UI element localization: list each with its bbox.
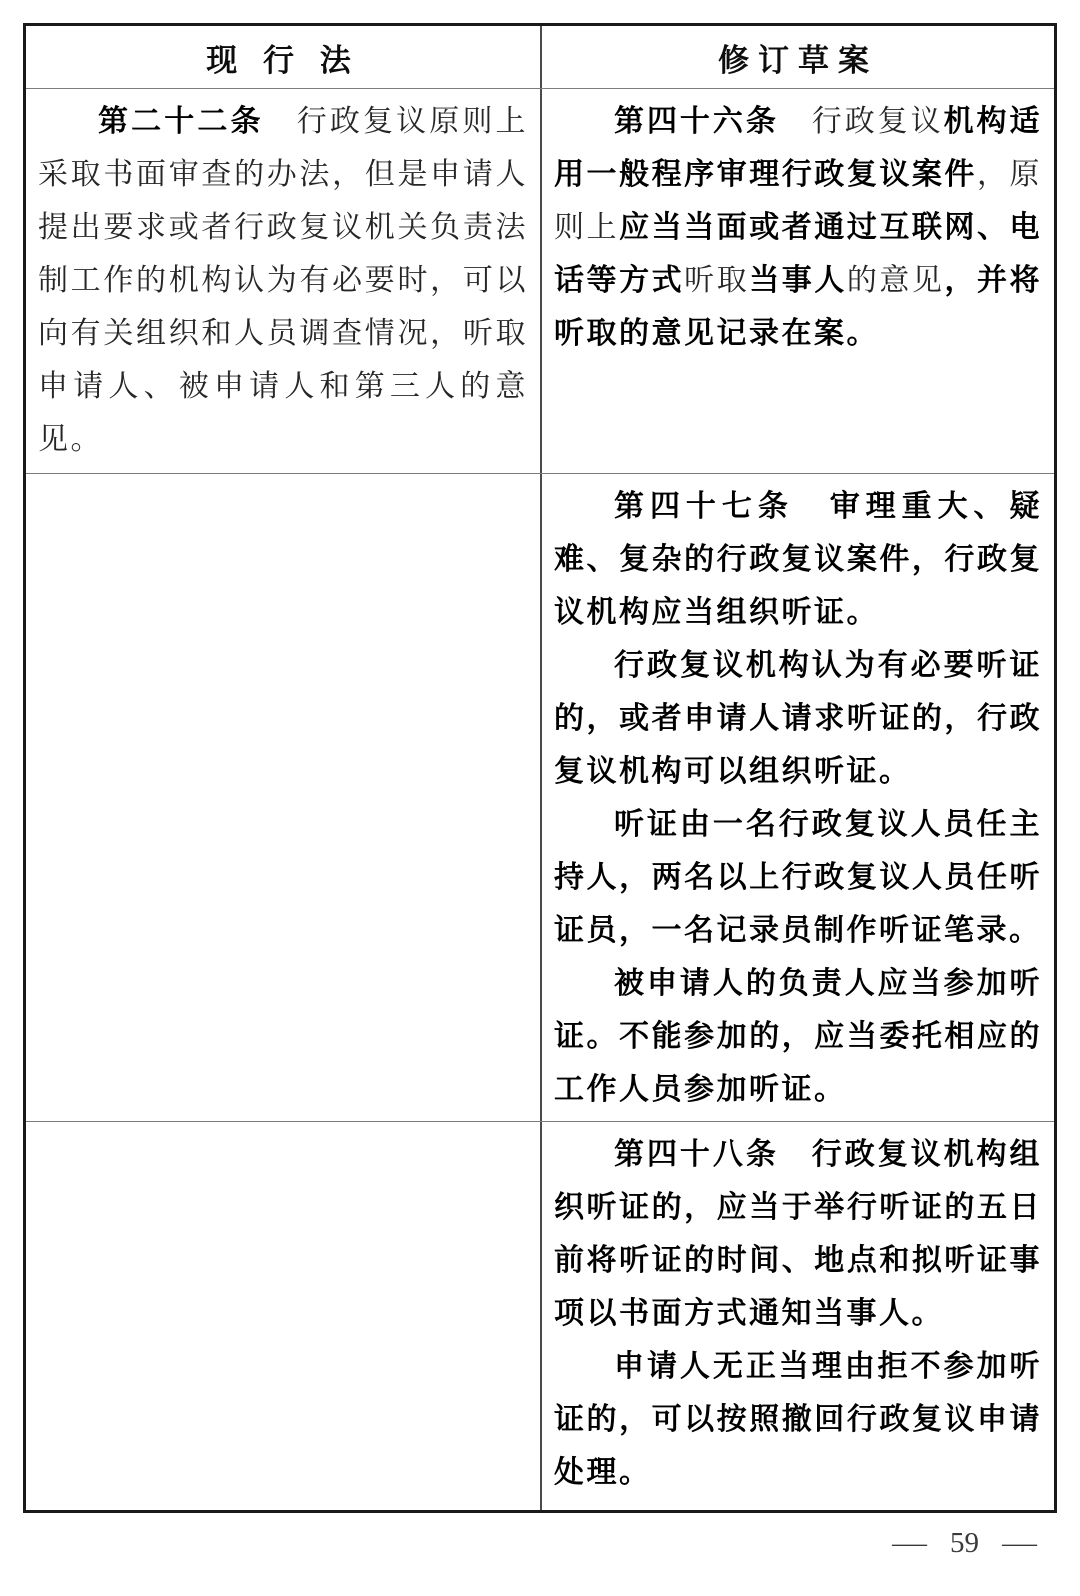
law-comparison-table [23, 23, 1057, 1513]
cell-draft-article-47 [540, 474, 1054, 1121]
paragraph [554, 798, 1042, 957]
paragraph [554, 639, 1042, 798]
paragraph [554, 1128, 1042, 1340]
amended-text: ，并将听取的意见记录在案。 [554, 264, 1043, 350]
amended-text: 第二十二条 [98, 105, 297, 138]
paragraph [554, 1340, 1042, 1499]
amended-text: 听证由一名行政复议人员任主持人，两名以上行政复议人员任听证员，一名记录员制作听证笔录。 [554, 808, 1042, 947]
footer-dash-left: — [892, 1527, 927, 1559]
footer-dash-right: — [1002, 1527, 1037, 1559]
page-number: 59 [950, 1527, 979, 1559]
amended-text: 第四十六条 [614, 105, 812, 138]
header-current-law: 现 行 法 [206, 42, 360, 78]
table-row [26, 1121, 1054, 1510]
amended-text: 应当当面或者通过互联网、电话等方式 [554, 211, 1043, 297]
unchanged-text: 行政复议原则上采取书面审查的办法，但是申请人提出要求或者行政复议机关负责法制工作的机构认为有必要时，可以向有关组织和人员调查情况，听取申请人、被申请人和第三人的意见。 [38, 105, 528, 456]
paragraph [554, 95, 1042, 360]
unchanged-text: 的意见 [846, 264, 945, 297]
unchanged-text: ，原则上 [554, 158, 1043, 244]
amended-text: 机构适用一般程序审理行政复议案件 [554, 105, 1043, 191]
header-revision-draft: 修订草案 [540, 26, 1054, 88]
amended-text: 行政复议机构认为有必要听证的，或者申请人请求听证的，行政复议机构可以组织听证。 [554, 649, 1042, 788]
table-row [26, 88, 1054, 473]
page-footer [892, 1527, 1037, 1560]
paragraph [554, 957, 1042, 1116]
table-header-row [26, 26, 1054, 88]
unchanged-text: 行政复议 [811, 105, 944, 138]
amended-text: 申请人无正当理由拒不参加听证的，可以按照撤回行政复议申请处理。 [554, 1350, 1042, 1489]
amended-text: 第四十七条 审理重大、疑难、复杂的行政复议案件，行政复议机构应当组织听证。 [554, 490, 1042, 629]
cell-current-law-empty-2 [26, 1122, 540, 1510]
amended-text: 当事人 [749, 264, 847, 297]
cell-draft-article-48 [540, 1122, 1054, 1510]
paragraph [38, 95, 528, 466]
cell-draft-article-46 [540, 89, 1054, 473]
table-row [26, 473, 1054, 1121]
paragraph [554, 480, 1042, 639]
cell-current-law-empty-1 [26, 474, 540, 1121]
unchanged-text: 听取 [684, 264, 750, 297]
cell-current-law-article-22 [26, 89, 540, 473]
amended-text: 第四十八条 行政复议机构组织听证的，应当于举行听证的五日前将听证的时间、地点和拟听证事项以书面方式通知当事人。 [554, 1138, 1042, 1330]
amended-text: 被申请人的负责人应当参加听证。不能参加的，应当委托相应的工作人员参加听证。 [554, 967, 1042, 1106]
